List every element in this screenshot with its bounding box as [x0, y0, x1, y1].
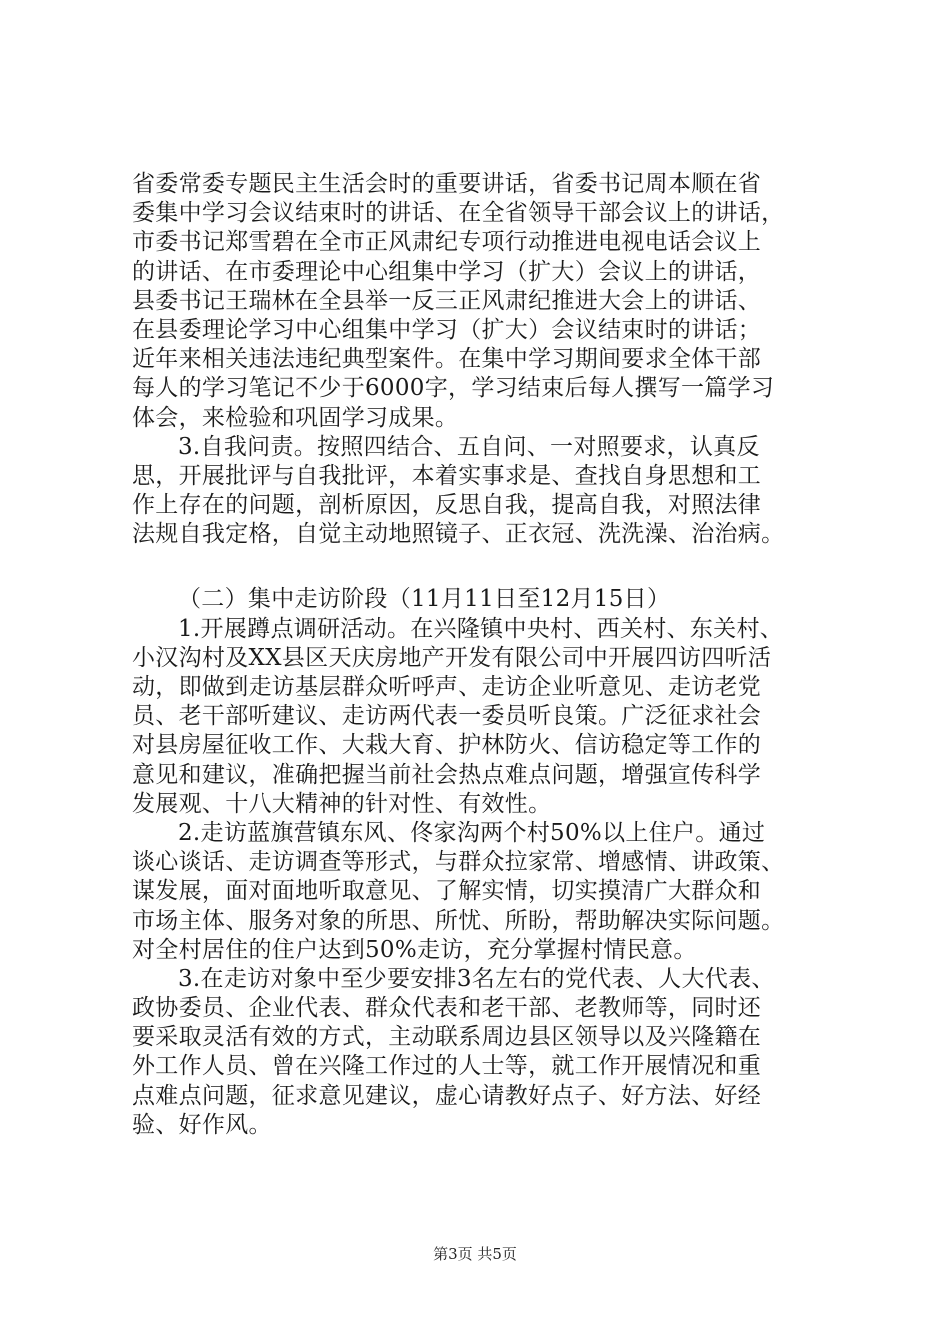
text-line: 要采取灵活有效的方式，主动联系周边县区领导以及兴隆籍在: [132, 1024, 762, 1051]
text-line: 近年来相关违法违纪典型案件。在集中学习期间要求全体干部: [132, 346, 762, 373]
text-line: 市场主体、服务对象的所思、所忧、所盼，帮助解决实际问题。: [132, 907, 785, 934]
text-line: 法规自我定格，自觉主动地照镜子、正衣冠、洗洗澡、治治病。: [132, 521, 785, 548]
paragraph-visit-item-3: [132, 965, 832, 1140]
text-line: 政协委员、企业代表、群众代表和老干部、老教师等，同时还: [132, 995, 762, 1022]
text-line: 员、老干部听建议、走访两代表一委员听良策。广泛征求社会: [132, 703, 762, 730]
paragraph-self-accountability: [132, 433, 832, 550]
paragraph-visit-item-2: [132, 819, 832, 965]
text-line: 委集中学习会议结束时的讲话、在全省领导干部会议上的讲话，: [132, 200, 785, 227]
section-heading: （二）集中走访阶段（11月11日至12月15日）: [178, 586, 671, 613]
text-line: 验、好作风。: [132, 1111, 272, 1138]
page-footer: 第3页 共5页: [433, 1245, 517, 1263]
text-line: 作上存在的问题，剖析原因，反思自我，提高自我，对照法律: [132, 492, 762, 519]
paragraph-intro-continuation: [132, 170, 832, 433]
text-line: 3.在走访对象中至少要安排3名左右的党代表、人大代表、: [178, 965, 775, 992]
text-line: 2.走访蓝旗营镇东风、佟家沟两个村50%以上住户。通过: [178, 819, 766, 846]
text-line: 市委书记郑雪碧在全市正风肃纪专项行动推进电视电话会议上: [132, 229, 762, 256]
text-line: 动，即做到走访基层群众听呼声、走访企业听意见、走访老党: [132, 674, 762, 700]
text-line: 省委常委专题民主生活会时的重要讲话，省委书记周本顺在省: [132, 171, 762, 197]
text-line: 意见和建议，准确把握当前社会热点难点问题，增强宣传科学: [132, 761, 762, 788]
text-line: 谋发展，面对面地听取意见、了解实情，切实摸清广大群众和: [132, 878, 762, 905]
text-line: 思，开展批评与自我批评，本着实事求是、查找自身思想和工: [132, 462, 762, 489]
text-line: 在县委理论学习中心组集中学习（扩大）会议结束时的讲话；: [132, 316, 762, 343]
text-line: 发展观、十八大精神的针对性、有效性。: [132, 790, 552, 817]
document-body: [132, 170, 832, 1140]
text-line: 每人的学习笔记不少于6000字，学习结束后每人撰写一篇学习: [132, 375, 775, 402]
paragraph-visit-item-1: [132, 615, 832, 819]
text-line: 对县房屋征收工作、大栽大育、护林防火、信访稳定等工作的: [132, 732, 762, 759]
text-line: 3.自我问责。按照四结合、五自问、一对照要求，认真反: [178, 433, 760, 460]
text-line: 小汉沟村及XX县区天庆房地产开发有限公司中开展四访四听活: [132, 644, 772, 671]
text-line: 对全村居住的住户达到50%走访，充分掌握村情民意。: [132, 936, 697, 963]
text-line: 体会，来检验和巩固学习成果。: [132, 404, 459, 431]
text-line: 外工作人员、曾在兴隆工作过的人士等，就工作开展情况和重: [132, 1053, 762, 1080]
text-line: 县委书记王瑞林在全县举一反三正风肃纪推进大会上的讲话、: [132, 287, 762, 314]
text-line: 1.开展蹲点调研活动。在兴隆镇中央村、西关村、东关村、: [178, 615, 784, 642]
text-line: 谈心谈话、走访调查等形式，与群众拉家常、增感情、讲政策、: [132, 849, 785, 876]
text-line: 点难点问题，征求意见建议，虚心请教好点子、好方法、好经: [132, 1082, 762, 1109]
text-line: 的讲话、在市委理论中心组集中学习（扩大）会议上的讲话，: [132, 258, 762, 285]
section-spacer: [132, 549, 832, 585]
